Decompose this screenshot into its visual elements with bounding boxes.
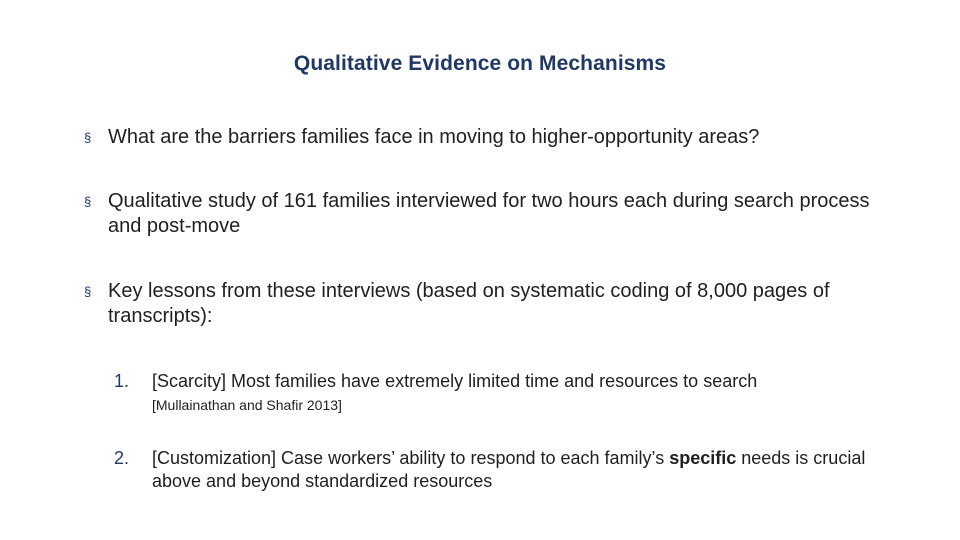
bullet-qualitative-study <box>84 189 884 239</box>
lesson-emphasis: specific <box>669 448 737 468</box>
square-bullet-icon: § <box>84 130 92 145</box>
bullet-key-lessons <box>84 279 884 329</box>
lesson-number: 2. <box>114 448 130 468</box>
lesson-text-before: [Customization] Case workers’ ability to respond to each family’s <box>152 448 670 468</box>
square-bullet-icon: § <box>84 284 92 299</box>
lesson-citation: [Mullainathan and Shafir 2013] <box>152 397 342 413</box>
lesson-body <box>152 370 874 415</box>
bullet-text: Key lessons from these interviews (based on systematic coding of 8,000 pages of transcripts): <box>108 280 830 327</box>
lesson-body <box>152 447 874 493</box>
lesson-scarcity <box>114 370 874 415</box>
slide-title: Qualitative Evidence on Mechanisms <box>293 52 667 75</box>
bullet-barriers-question <box>84 125 884 150</box>
lesson-customization <box>114 447 874 493</box>
bullet-text: What are the barriers families face in moving to higher-opportunity areas? <box>108 126 760 148</box>
bullet-text: Qualitative study of 161 families interviewed for two hours each during search process and post-move <box>108 190 870 237</box>
square-bullet-icon: § <box>84 194 92 209</box>
lesson-number: 1. <box>114 371 130 391</box>
lesson-text-after: needs is crucial above and beyond standardized resources <box>152 448 866 491</box>
lesson-text: [Scarcity] Most families have extremely limited time and resources to search <box>152 371 758 391</box>
